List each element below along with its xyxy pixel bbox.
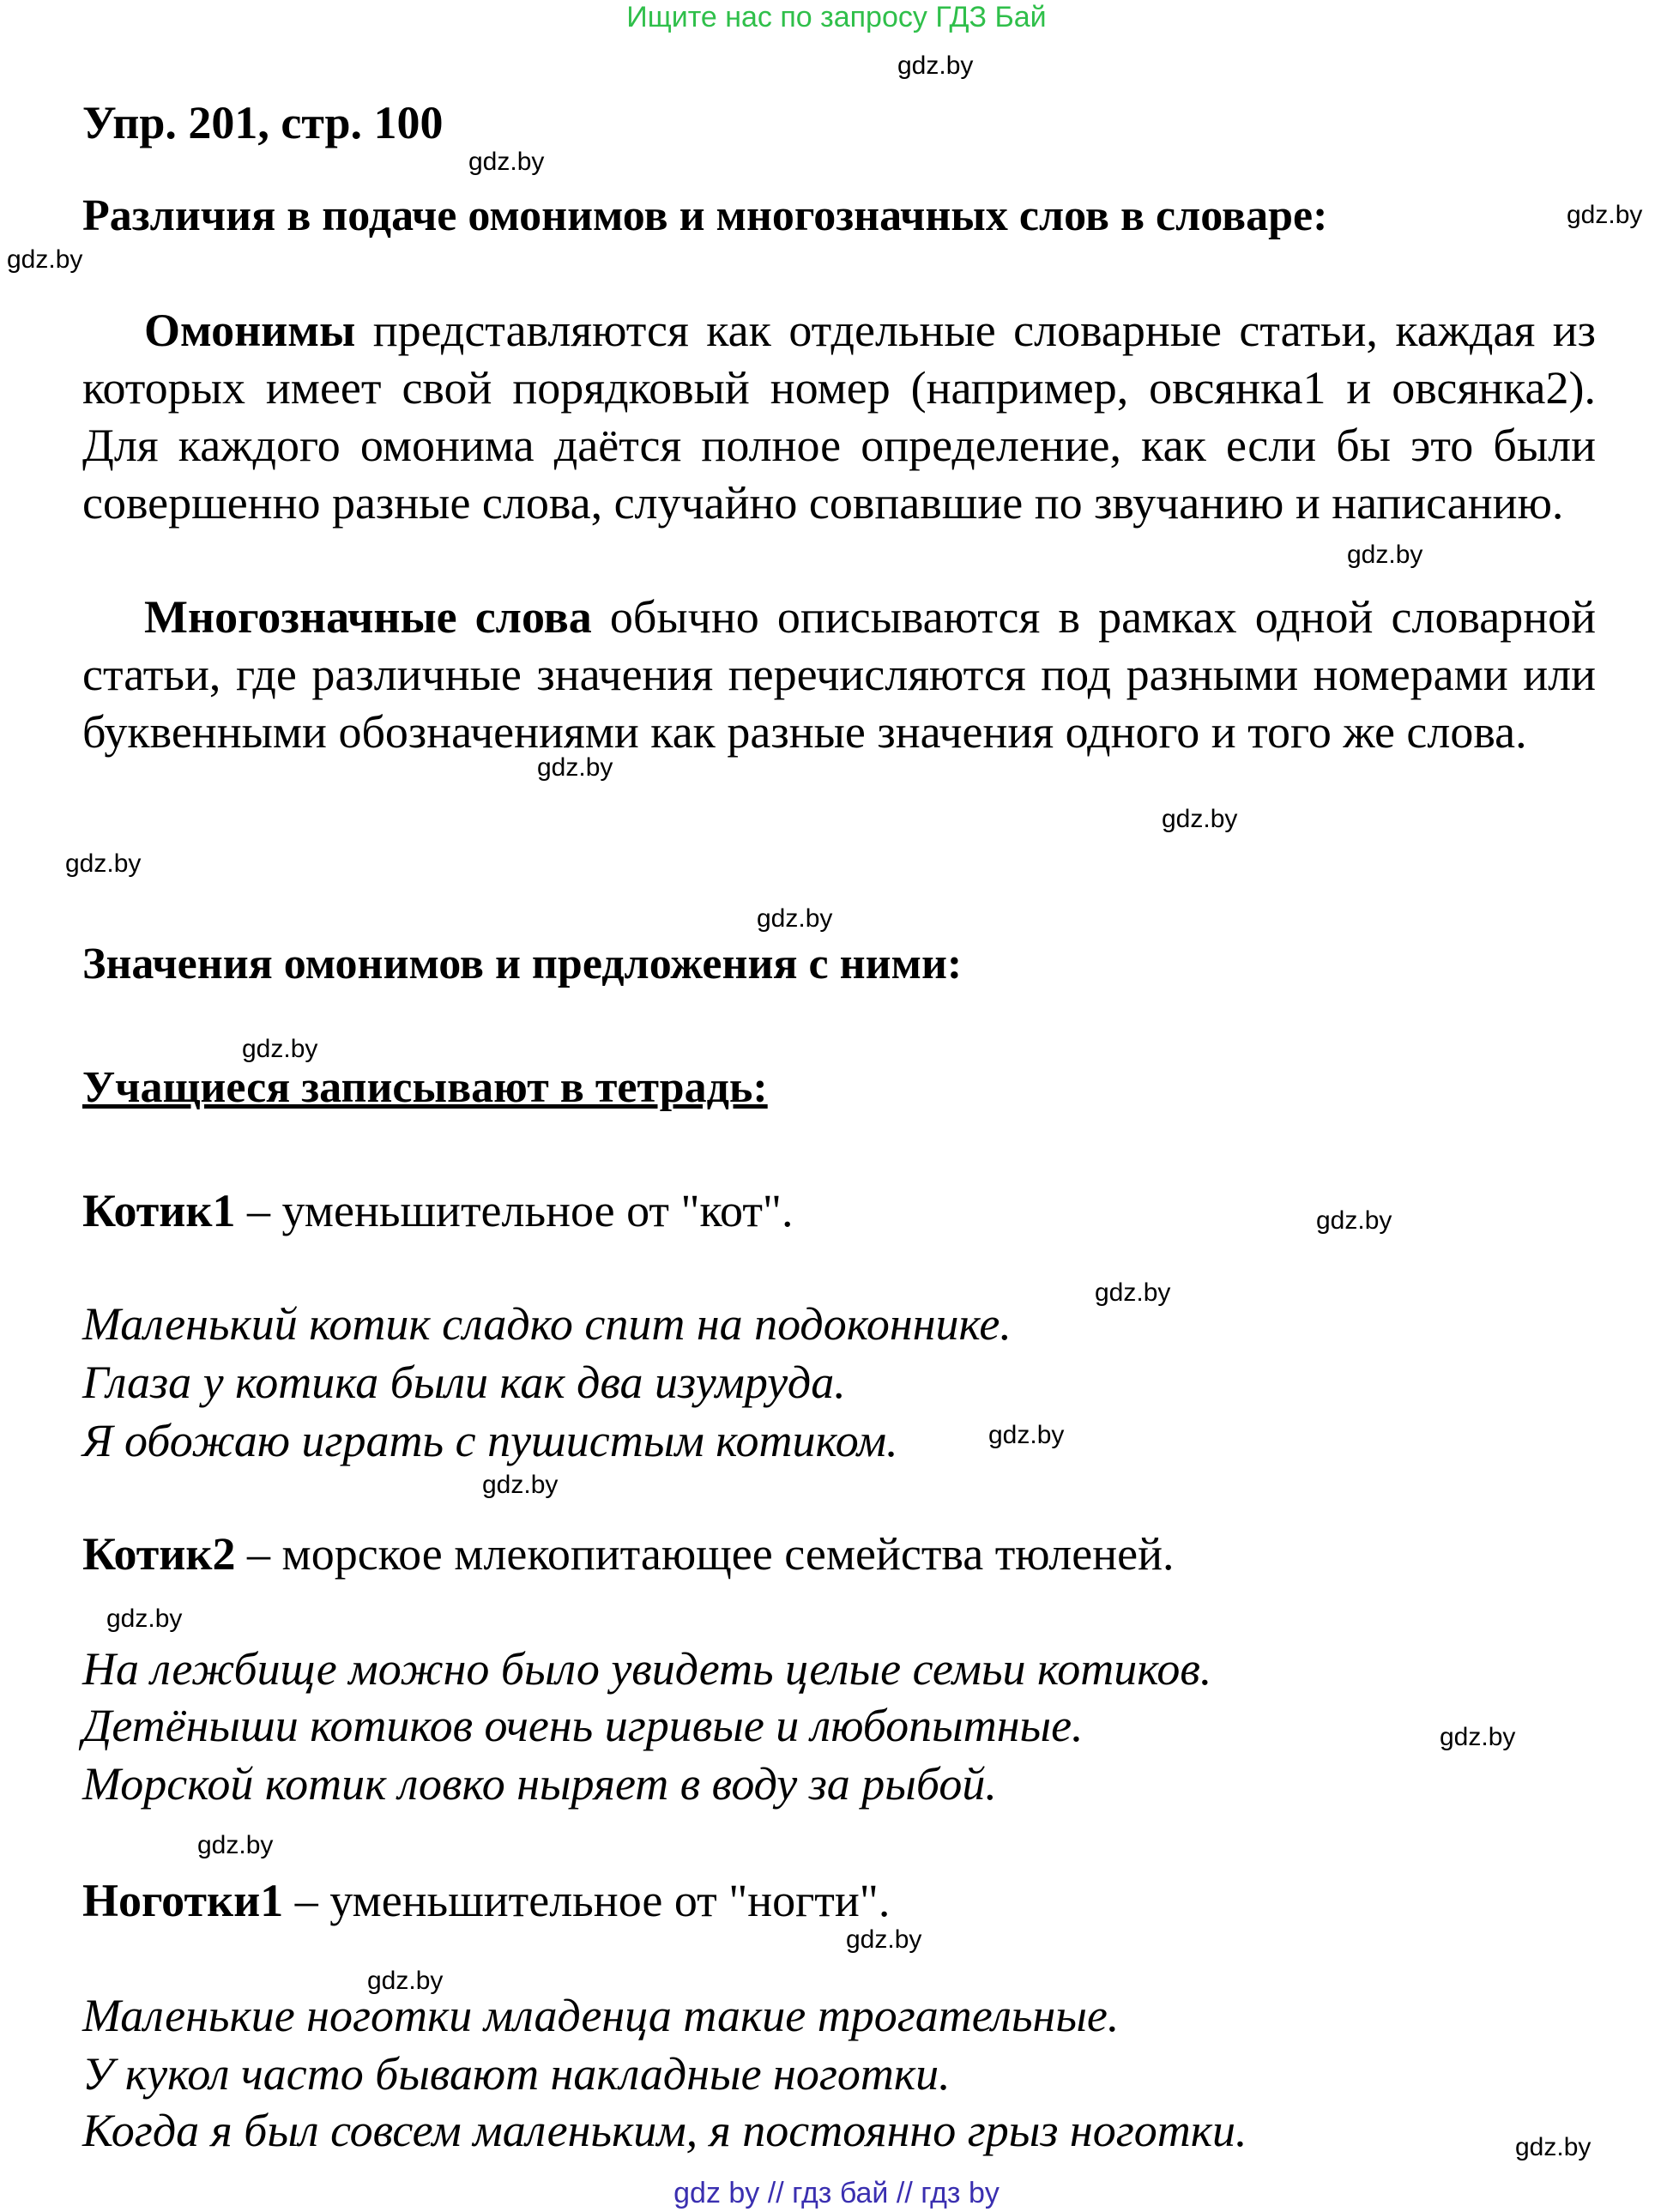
watermark: gdz.by — [482, 1471, 559, 1499]
watermark: gdz.by — [1162, 805, 1238, 833]
entry-definition — [82, 1874, 890, 1927]
example-sentence: Маленький котик сладко спит на подоконнике. — [82, 1298, 1012, 1350]
watermark: gdz.by — [242, 1035, 318, 1063]
definition-text: – уменьшительное от "кот". — [235, 1185, 794, 1236]
watermark: gdz.by — [846, 1925, 922, 1954]
entry-word: Котик1 — [82, 1185, 236, 1236]
watermark: gdz.by — [1567, 201, 1643, 229]
example-sentence: Детёныши котиков очень игривые и любопытные. — [82, 1700, 1084, 1751]
watermark: gdz.by — [65, 849, 142, 878]
entry-word: Котик2 — [82, 1528, 236, 1580]
term-polysemous: Многозначные слова — [144, 591, 592, 643]
example-sentence: Маленькие ноготки младенца такие трогательные. — [82, 1990, 1120, 2041]
watermark: gdz.by — [106, 1605, 183, 1633]
example-sentence: Я обожаю играть с пушистым котиком. — [82, 1415, 898, 1466]
heading-differences: Различия в подаче омонимов и многозначных слов в словаре: — [82, 191, 1328, 240]
paragraph-homonyms — [82, 302, 1596, 532]
example-sentence: На лежбище можно было увидеть целые семьи котиков. — [82, 1643, 1212, 1695]
heading-meanings: Значения омонимов и предложения с ними: — [82, 940, 963, 988]
example-sentence: Морской котик ловко ныряет в воду за рыбой. — [82, 1758, 997, 1810]
paragraph-text: обычно описываются в рамках одной словарной статьи, где различные значения перечисляются под разными номерами или буквенными обозначениями как разные значения одного и того же слова. — [82, 591, 1597, 758]
watermark: gdz.by — [537, 753, 613, 782]
watermark: gdz.by — [1316, 1206, 1392, 1235]
footer-links[interactable]: gdz by // гдз бай // гдз by — [673, 2177, 1000, 2209]
definition-text: – уменьшительное от "ногти". — [283, 1875, 891, 1926]
watermark: gdz.by — [897, 51, 974, 80]
heading-notebook: Учащиеся записывают в тетрадь: — [82, 1063, 768, 1112]
entry-definition — [82, 1184, 793, 1237]
example-sentence: У кукол часто бывают накладные ноготки. — [82, 2048, 951, 2100]
watermark: gdz.by — [468, 148, 545, 176]
watermark: gdz.by — [1515, 2133, 1591, 2161]
watermark: gdz.by — [1440, 1723, 1516, 1751]
watermark: gdz.by — [988, 1421, 1065, 1449]
entry-definition — [82, 1527, 1174, 1580]
definition-text: – морское млекопитающее семейства тюленей. — [235, 1528, 1175, 1580]
term-homonyms: Омонимы — [144, 305, 356, 356]
page-title: Упр. 201, стр. 100 — [82, 97, 444, 148]
paragraph-polysemous — [82, 589, 1596, 761]
watermark: gdz.by — [757, 904, 833, 933]
example-sentence: Глаза у котика были как два изумруда. — [82, 1357, 846, 1408]
example-sentence: Когда я был совсем маленьким, я постоянно грыз ноготки. — [82, 2105, 1247, 2156]
watermark: gdz.by — [367, 1967, 444, 1995]
watermark: gdz.by — [1347, 541, 1423, 569]
watermark: gdz.by — [7, 245, 83, 274]
watermark: gdz.by — [197, 1831, 274, 1859]
entry-word: Ноготки1 — [82, 1875, 284, 1926]
top-banner[interactable]: Ищите нас по запросу ГДЗ Бай — [626, 1, 1047, 33]
paragraph-text: представляются как отдельные словарные статьи, каждая из которых имеет свой порядковый номер (например, овсянка1 и овсянка2). Для каждого омонима даётся полное определение, как если бы это были совершенно разные слова, случайно совпавшие по звучанию и написанию. — [82, 305, 1596, 529]
watermark: gdz.by — [1095, 1278, 1171, 1307]
